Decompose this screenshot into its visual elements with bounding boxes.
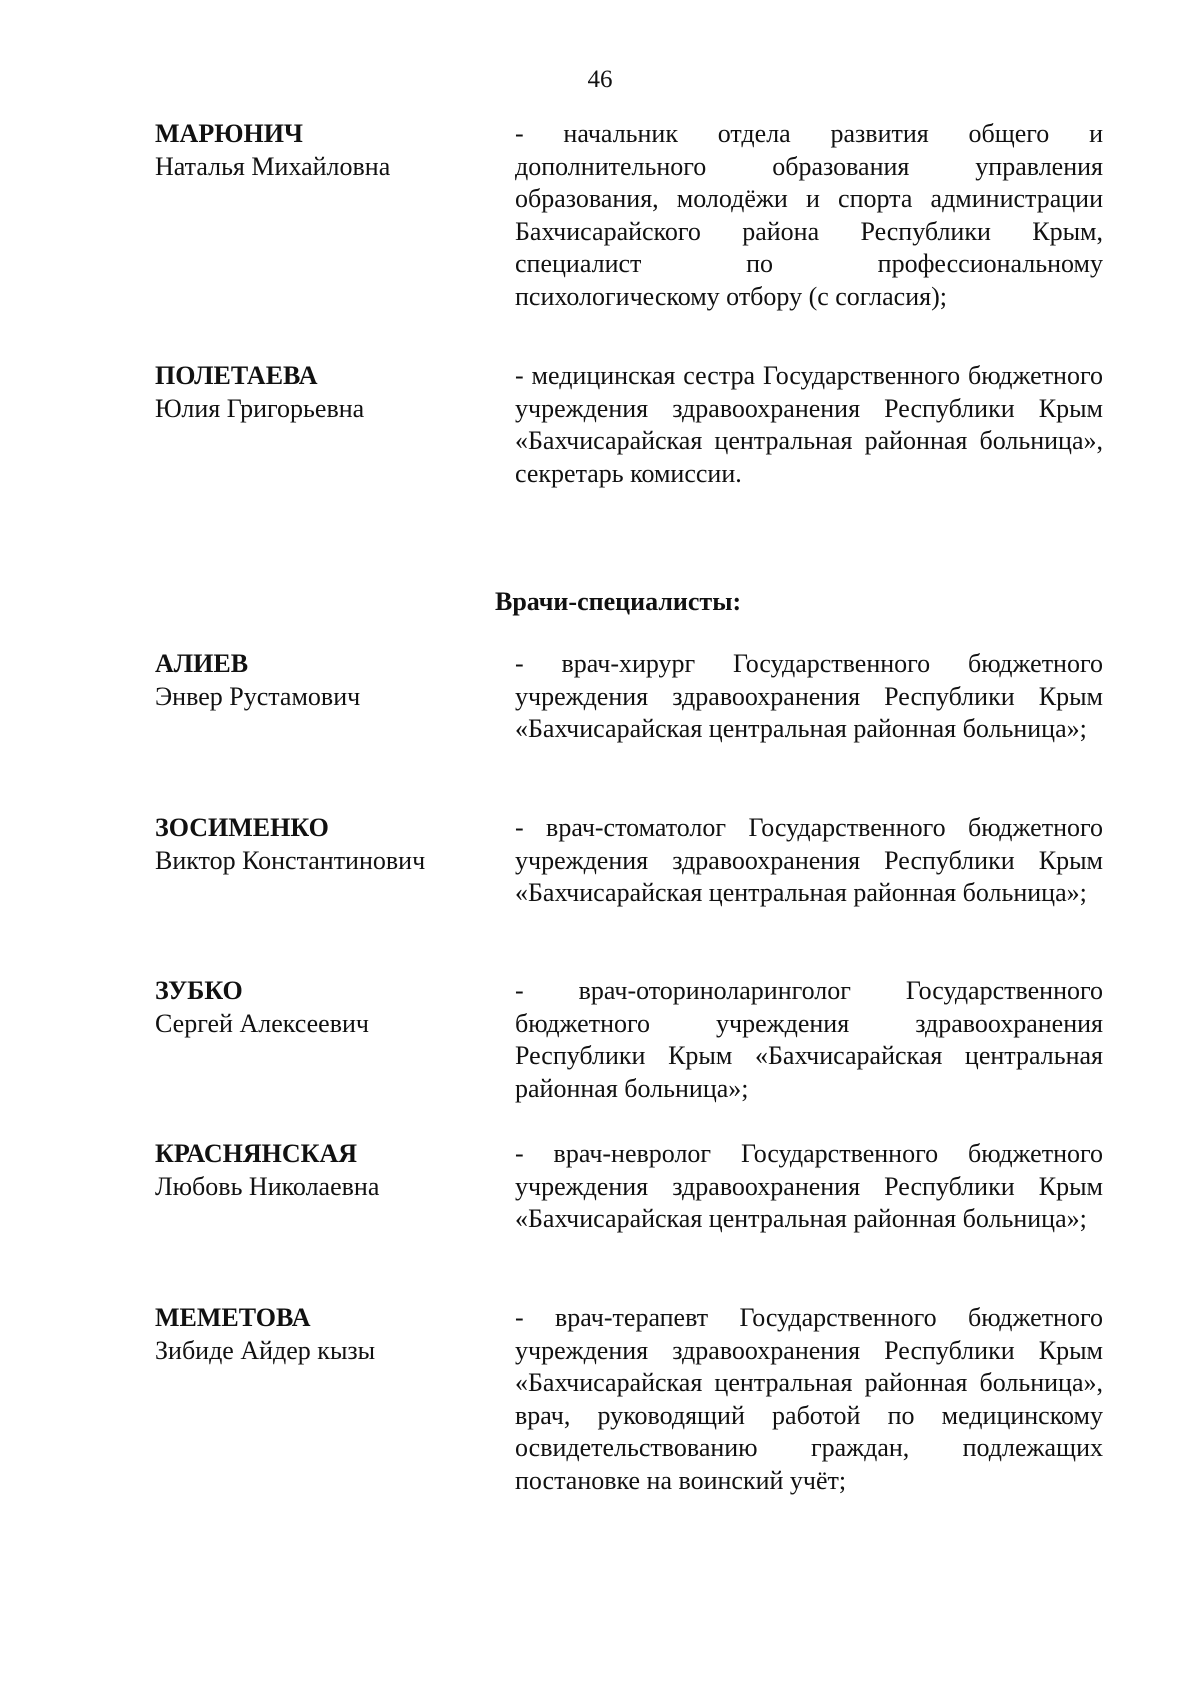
specialist-given-names: Зибиде Айдер кызы	[155, 1335, 376, 1365]
specialist-role: - врач-невролог Государственного бюджетного учреждения здравоохранения Республики Крым «Бахчисарайская центральная районная больница»;	[515, 1139, 1103, 1233]
member-surname: МАРЮНИЧ	[155, 119, 304, 148]
member-role: - начальник отдела развития общего и дополнительного образования управления образования, молодёжи и спорта администрации Бахчисарайского района Республики Крым, специалист по профессиональному психологическому отбору (с согласия);	[515, 119, 1103, 311]
specialist-name-block	[155, 812, 495, 877]
specialist-surname: ЗУБКО	[155, 976, 243, 1005]
member-surname: ПОЛЕТАЕВА	[155, 361, 318, 390]
specialist-name-block	[155, 1302, 495, 1367]
member-name-block	[155, 118, 495, 183]
specialist-surname: МЕМЕТОВА	[155, 1303, 311, 1332]
member-given-names: Наталья Михайловна	[155, 151, 391, 181]
section-heading: Врачи-специалисты:	[495, 587, 742, 616]
specialist-surname: ЗОСИМЕНКО	[155, 813, 329, 842]
member-role: - медицинская сестра Государственного бюджетного учреждения здравоохранения Республики Крым «Бахчисарайская центральная районная больница», секретарь комиссии.	[515, 361, 1103, 488]
specialist-name-block	[155, 1138, 495, 1203]
specialist-given-names: Сергей Алексеевич	[155, 1008, 369, 1038]
specialist-given-names: Энвер Рустамович	[155, 681, 361, 711]
specialist-given-names: Виктор Константинович	[155, 845, 426, 875]
specialist-surname: КРАСНЯНСКАЯ	[155, 1139, 358, 1168]
specialist-name-block	[155, 648, 495, 713]
specialist-role: - врач-стоматолог Государственного бюджетного учреждения здравоохранения Республики Крым «Бахчисарайская центральная районная больница»;	[515, 813, 1103, 907]
specialist-name-block	[155, 975, 495, 1040]
specialist-given-names: Любовь Николаевна	[155, 1171, 380, 1201]
specialist-role: - врач-хирург Государственного бюджетного учреждения здравоохранения Республики Крым «Бахчисарайская центральная районная больница»;	[515, 649, 1103, 743]
specialist-role: - врач-оториноларинголог Государственного бюджетного учреждения здравоохранения Республики Крым «Бахчисарайская центральная районная больница»;	[515, 976, 1103, 1103]
member-name-block	[155, 360, 495, 425]
page-number: 46	[587, 66, 613, 93]
specialist-role: - врач-терапевт Государственного бюджетного учреждения здравоохранения Республики Крым «Бахчисарайская центральная районная больница», врач, руководящий работой по медицинскому освидетельствованию граждан, подлежащих постановке на воинский учёт;	[515, 1303, 1103, 1495]
specialist-surname: АЛИЕВ	[155, 649, 249, 678]
member-given-names: Юлия Григорьевна	[155, 393, 365, 423]
